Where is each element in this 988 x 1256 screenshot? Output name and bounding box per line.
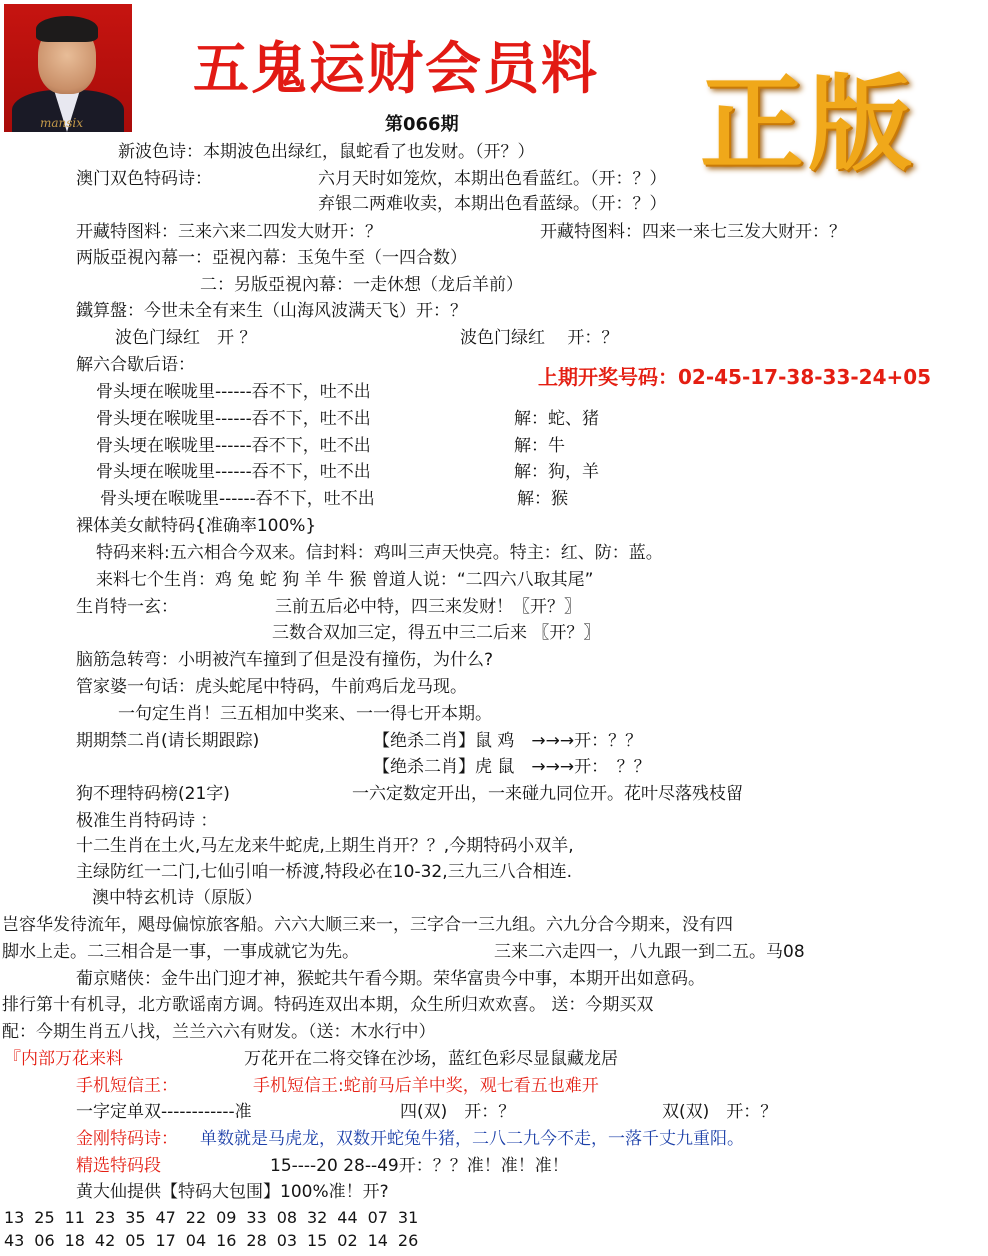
line-atv-2: 二：另版亞視內幕：一走休想（龙后羊前） xyxy=(200,275,523,295)
line-sms-text: 手机短信王:蛇前马后羊中奖，观七看五也难开 xyxy=(253,1076,599,1096)
header-photo xyxy=(4,4,132,132)
line-odd-even-2: 双(双) 开：？ xyxy=(662,1102,778,1122)
line-goubuli-text: 一六定数定开出，一来碰九同位开。花叶尽落残枝留 xyxy=(352,784,743,804)
number-cell: 04 xyxy=(185,1231,207,1250)
line-kaicang-2: 开藏特图料：四来一来七三发大财开：？ xyxy=(540,222,846,242)
line-riddle-3-answer: 解：牛 xyxy=(514,436,565,456)
line-wave-door-2: 波色门绿红 开：？ xyxy=(460,328,619,348)
line-goubuli-label: 狗不理特码榜(21字) xyxy=(76,784,230,804)
number-cell: 28 xyxy=(246,1231,267,1250)
photo-tag: mansix xyxy=(40,116,84,130)
line-zodiac-mystery-1: 三前五后必中特，四三来发财！〖开？〗 xyxy=(275,597,581,617)
line-one-sentence: 一句定生肖！三五相加中奖来、一一得七开本期。 xyxy=(118,704,492,724)
line-riddle-title: 解六合歇后语： xyxy=(76,355,195,375)
line-riddle-4: 骨头埂在喉咙里------吞不下，吐不出 xyxy=(96,462,371,482)
line-selected-text: 15----20 28--49开：？？准！准！准！ xyxy=(270,1156,569,1176)
line-atv-1: 两版亞視內幕一：亞視內幕：玉兔牛至（一四合数） xyxy=(76,248,467,268)
line-zodiac-mystery-label: 生肖特一玄： xyxy=(76,597,178,617)
number-cell: 18 xyxy=(64,1231,85,1250)
line-internal-text: 万花开在二将交锋在沙场，蓝红色彩尽显鼠藏龙居 xyxy=(244,1049,618,1069)
number-cell: 23 xyxy=(94,1208,116,1227)
number-cell: 31 xyxy=(397,1208,419,1227)
line-ban-two-1: 【绝杀二肖】鼠 鸡 →→→开：？？ xyxy=(373,731,643,751)
line-pairing: 配：今期生肖五八找，兰兰六六有财发。（送：木水行中） xyxy=(2,1022,436,1042)
line-tema-source: 特码来料:五六相合今双来。信封料：鸡叫三声天快亮。特主：红、防：蓝。 xyxy=(96,543,663,563)
line-lisboa-gambler: 葡京赌侠：金牛出门迎才神，猴蛇共午看今期。荣华富贵今中事，本期开出如意码。 xyxy=(76,969,705,989)
number-cell: 16 xyxy=(216,1231,237,1250)
number-cell: 44 xyxy=(337,1208,358,1227)
number-cell: 08 xyxy=(276,1208,298,1227)
line-mystery-poem-2a: 脚水上走。二三相合是一事，一事成就它为先。 xyxy=(2,942,359,962)
line-ranking: 排行第十有机寻，北方歌谣南方调。特码连双出本期，众生所归欢欢喜。 送：今期买双 xyxy=(2,995,654,1015)
number-cell: 09 xyxy=(216,1208,237,1227)
number-cell: 05 xyxy=(125,1231,146,1250)
last-draw-numbers: 上期开奖号码：02-45-17-38-33-24+05 xyxy=(538,365,932,389)
line-zodiac-mystery-2: 三数合双加三定，得五中三二后来 〖开？〗 xyxy=(272,623,601,643)
line-mystery-poem-1: 岂容华发待流年，飓母偏惊旅客船。六六大顺三来一，三字合一三九组。六九分合今期来，没有四 xyxy=(2,915,733,935)
number-cell: 26 xyxy=(397,1231,419,1250)
line-precise-poem-1: 十二生肖在土火,马左龙来牛蛇虎,上期生肖开？？,今期特码小双羊, xyxy=(76,836,574,856)
number-cell: 11 xyxy=(64,1208,85,1227)
photo-hair xyxy=(36,16,98,42)
line-vajra-text: 单数就是马虎龙，双数开蛇兔牛猪，二八二九今不走，一落千丈九重阳。 xyxy=(200,1129,744,1149)
number-cell: 15 xyxy=(307,1231,328,1250)
line-odd-even-label: 一字定单双------------准 xyxy=(76,1102,252,1122)
line-riddle-5-answer: 解：猴 xyxy=(517,489,568,509)
number-cell: 14 xyxy=(367,1231,388,1250)
line-riddle-3: 骨头埂在喉咙里------吞不下，吐不出 xyxy=(96,436,371,456)
line-kaicang-1: 开藏特图料：三来六来二四发大财开：？ xyxy=(76,222,382,242)
authentic-stamp: 正版 xyxy=(700,62,917,185)
line-macau-poem-label: 澳门双色特码诗： xyxy=(76,169,212,189)
number-cell: 35 xyxy=(125,1208,146,1227)
number-cell: 42 xyxy=(94,1231,116,1250)
number-cell: 06 xyxy=(34,1231,55,1250)
line-mystery-poem-2b: 三来二六走四一，八九跟一到二五。马08 xyxy=(494,942,805,962)
line-brain-teaser: 脑筋急转弯：小明被汽车撞到了但是没有撞伤，为什么? xyxy=(76,650,494,670)
line-wave-poem: 新波色诗：本期波色出绿红，鼠蛇看了也发财。（开？） xyxy=(118,142,535,162)
line-vajra-label: 金刚特码诗： xyxy=(76,1129,178,1149)
main-title: 五鬼运财会员料 xyxy=(193,36,599,102)
line-riddle-5: 骨头埂在喉咙里------吞不下，吐不出 xyxy=(100,489,375,509)
line-accuracy: 裸体美女献特码{准确率100%} xyxy=(76,516,317,536)
line-macau-poem-1: 六月天时如笼炊，本期出色看蓝红。（开：？） xyxy=(318,169,667,189)
line-seven-zodiac: 来料七个生肖：鸡 兔 蛇 狗 羊 牛 猴 曾道人说：“二四六八取其尾” xyxy=(96,570,594,590)
line-macau-poem-2: 弃银二两难收卖，本期出色看蓝绿。（开：？） xyxy=(318,194,667,214)
issue-number: 第066期 xyxy=(385,114,459,135)
line-precise-poem-2: 主绿防红一二门,七仙引咱一桥渡,特段必在10-32,三九三八合相连. xyxy=(76,862,573,882)
line-macau-mystery-title: 澳中特玄机诗（原版） xyxy=(92,888,262,908)
line-internal-label: 『内部万花来料 xyxy=(4,1049,123,1069)
line-riddle-2-answer: 解：蛇、猪 xyxy=(514,409,599,429)
line-riddle-2: 骨头埂在喉咙里------吞不下，吐不出 xyxy=(96,409,371,429)
number-cell: 25 xyxy=(34,1208,55,1227)
number-cell: 17 xyxy=(155,1231,176,1250)
line-wong-tai-sin: 黄大仙提供【特码大包围】100%准！开? xyxy=(76,1182,389,1202)
line-ban-two-2: 【绝杀二肖】虎 鼠 →→→开： ？？ xyxy=(373,757,651,777)
number-cell: 32 xyxy=(307,1208,328,1227)
number-cell: 02 xyxy=(337,1231,358,1250)
number-cell: 03 xyxy=(276,1231,298,1250)
line-riddle-1: 骨头埂在喉咙里------吞不下，吐不出 xyxy=(96,382,371,402)
line-housekeeper: 管家婆一句话：虎头蛇尾中特码，牛前鸡后龙马现。 xyxy=(76,677,467,697)
number-cell: 47 xyxy=(155,1208,176,1227)
line-riddle-4-answer: 解：狗，羊 xyxy=(514,462,599,482)
number-cell: 22 xyxy=(185,1208,207,1227)
line-abacus: 鐵算盤：今世未全有来生（山海风波满天飞）开：？ xyxy=(76,301,467,321)
line-wave-door-1: 波色门绿红 开 ？ xyxy=(115,328,257,348)
number-cell: 33 xyxy=(246,1208,267,1227)
line-odd-even-1: 四(双) 开：？ xyxy=(400,1102,516,1122)
line-sms-label: 手机短信王： xyxy=(76,1076,178,1096)
number-cell: 43 xyxy=(4,1231,25,1250)
number-cell: 13 xyxy=(4,1208,25,1227)
line-selected-label: 精选特码段 xyxy=(76,1156,161,1176)
number-cell: 07 xyxy=(367,1208,388,1227)
line-ban-two-label: 期期禁二肖(请长期跟踪) xyxy=(76,731,260,751)
line-precise-poem-title: 极准生肖特码诗 ： xyxy=(76,811,218,831)
